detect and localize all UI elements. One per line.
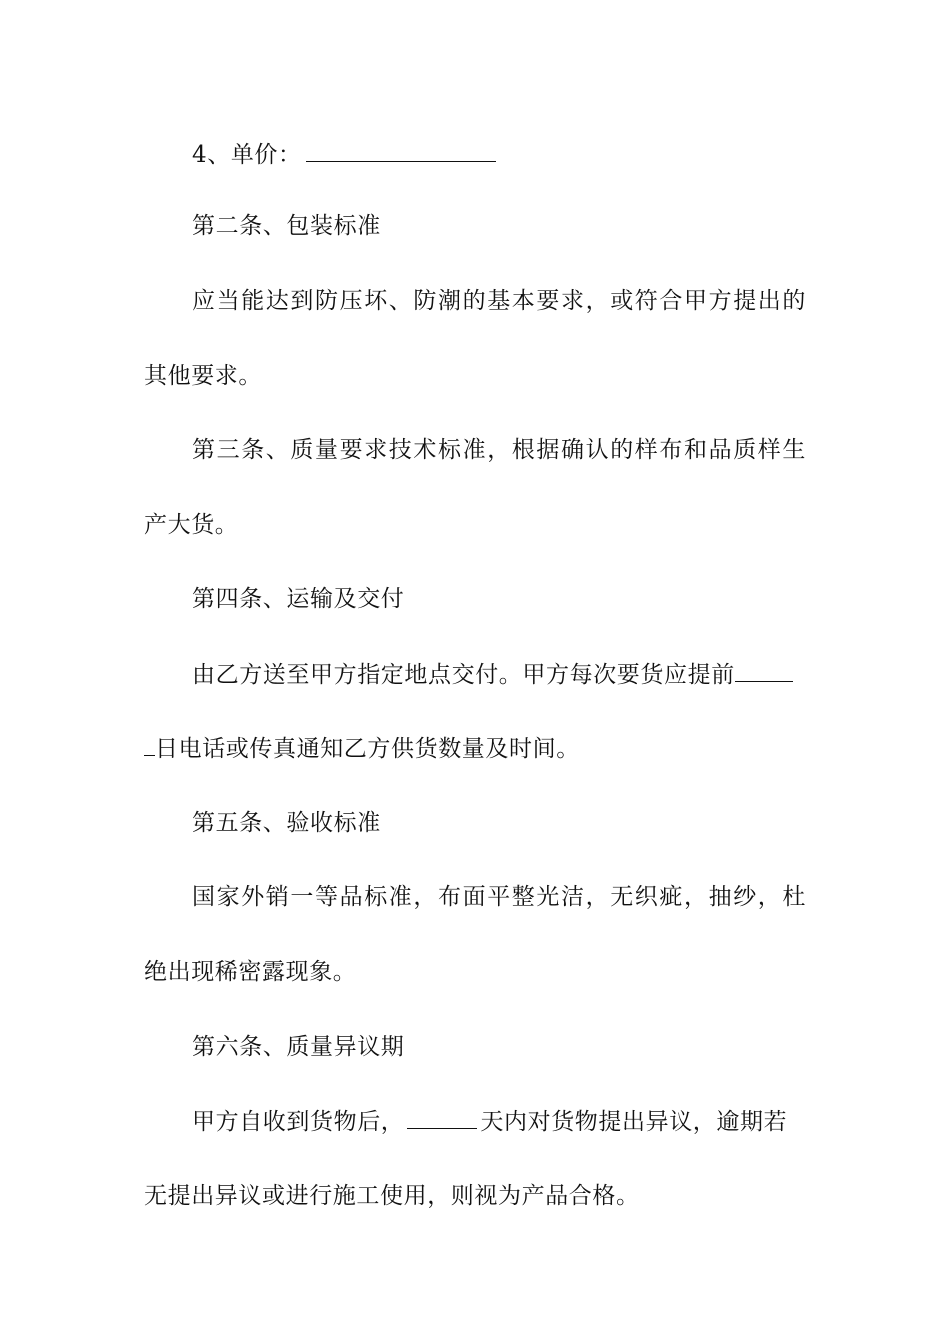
article-6-heading: 第六条、质量异议期	[192, 1034, 405, 1060]
article-3-line2: 产大货。	[144, 512, 239, 538]
item-4-unit-price	[192, 139, 806, 169]
advance-days-blank	[735, 659, 793, 682]
item-4-label: 4、单价：	[192, 142, 302, 168]
article-2-heading: 第二条、包装标准	[192, 213, 381, 239]
article-4-body-line2-text: 日电话或传真通知乙方供货数量及时间。	[155, 736, 580, 762]
article-3-line1: 第三条、质量要求技术标准，根据确认的样布和品质样生	[192, 437, 806, 463]
article-5-body-line2: 绝出现稀密露现象。	[144, 959, 357, 985]
objection-days-blank	[407, 1106, 477, 1129]
article-2-body-line1: 应当能达到防压坏、防潮的基本要求，或符合甲方提出的	[192, 288, 806, 314]
article-4-heading: 第四条、运输及交付	[192, 586, 405, 612]
article-6-body-line1	[192, 1106, 806, 1136]
article-6-body-line2: 无提出异议或进行施工使用，则视为产品合格。	[144, 1183, 640, 1209]
advance-days-blank-continued	[144, 733, 155, 756]
article-5-heading: 第五条、验收标准	[192, 810, 381, 836]
unit-price-blank	[306, 139, 496, 162]
article-4-body-line2	[144, 733, 806, 763]
article-4-body-line1	[192, 659, 806, 689]
article-6-body-line1-part1: 甲方自收到货物后，	[192, 1109, 405, 1135]
article-5-body-line1: 国家外销一等品标准，布面平整光洁，无织疵，抽纱，杜	[192, 884, 806, 910]
article-6-body-line1-part2: 天内对货物提出异议，逾期若	[480, 1109, 788, 1135]
article-4-body-line1-text: 由乙方送至甲方指定地点交付。甲方每次要货应提前	[192, 662, 735, 688]
article-2-body-line2: 其他要求。	[144, 363, 262, 389]
